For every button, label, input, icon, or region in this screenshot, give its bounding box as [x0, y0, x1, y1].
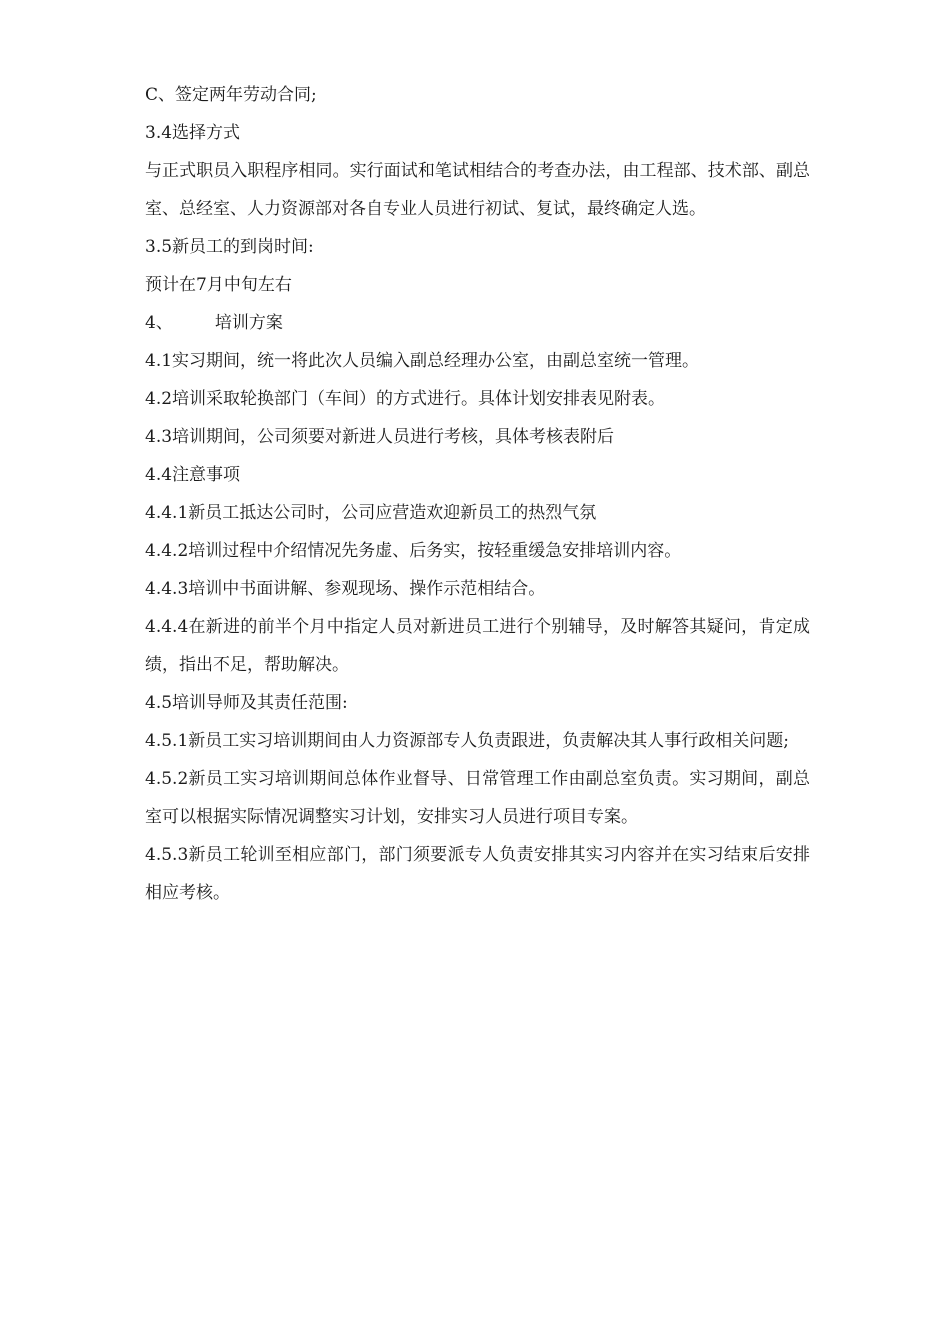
paragraph-4-5-2: 4.5.2新员工实习培训期间总体作业督导、日常管理工作由副总室负责。实习期间，副总室可以根据实际情况调整实习计划，安排实习人员进行项目专案。 — [145, 769, 810, 827]
paragraph-4-4-1: 4.4.1新员工抵达公司时，公司应营造欢迎新员工的热烈气氛 — [145, 503, 597, 523]
paragraph-4-4-3: 4.4.3培训中书面讲解、参观现场、操作示范相结合。 — [145, 579, 546, 599]
heading-4-5-mentors: 4.5培训导师及其责任范围: — [145, 693, 348, 713]
section-number: 4、 — [145, 313, 173, 333]
paragraph-4-5-3: 4.5.3新员工轮训至相应部门，部门须要派专人负责安排其实习内容并在实习结束后安排相应考核。 — [145, 845, 810, 903]
heading-3-4-selection-method: 3.4选择方式 — [145, 123, 241, 143]
paragraph-4-2: 4.2培训采取轮换部门（车间）的方式进行。具体计划安排表见附表。 — [145, 389, 666, 409]
paragraph-4-5-1: 4.5.1新员工实习培训期间由人力资源部专人负责跟进，负责解决其人事行政相关问题; — [145, 731, 789, 751]
heading-4-4-notes: 4.4注意事项 — [145, 465, 241, 485]
document-body — [145, 76, 810, 912]
heading-3-5-arrival-time: 3.5新员工的到岗时间: — [145, 237, 314, 257]
paragraph-contract-term: C、签定两年劳动合同; — [145, 85, 317, 105]
paragraph-arrival-time: 预计在7月中旬左右 — [145, 275, 292, 295]
paragraph-4-1: 4.1实习期间，统一将此次人员编入副总经理办公室，由副总室统一管理。 — [145, 351, 700, 371]
paragraph-selection-method: 与正式职员入职程序相同。实行面试和笔试相结合的考查办法，由工程部、技术部、副总室、总经室、人力资源部对各自专业人员进行初试、复试，最终确定人选。 — [145, 161, 810, 219]
paragraph-4-3: 4.3培训期间，公司须要对新进人员进行考核，具体考核表附后 — [145, 427, 615, 447]
heading-4-training-plan — [145, 304, 810, 342]
paragraph-4-4-4: 4.4.4在新进的前半个月中指定人员对新进员工进行个别辅导，及时解答其疑问，肯定成绩，指出不足，帮助解决。 — [145, 617, 810, 675]
section-title: 培训方案 — [214, 313, 283, 333]
paragraph-4-4-2: 4.4.2培训过程中介绍情况先务虚、后务实，按轻重缓急安排培训内容。 — [145, 541, 682, 561]
